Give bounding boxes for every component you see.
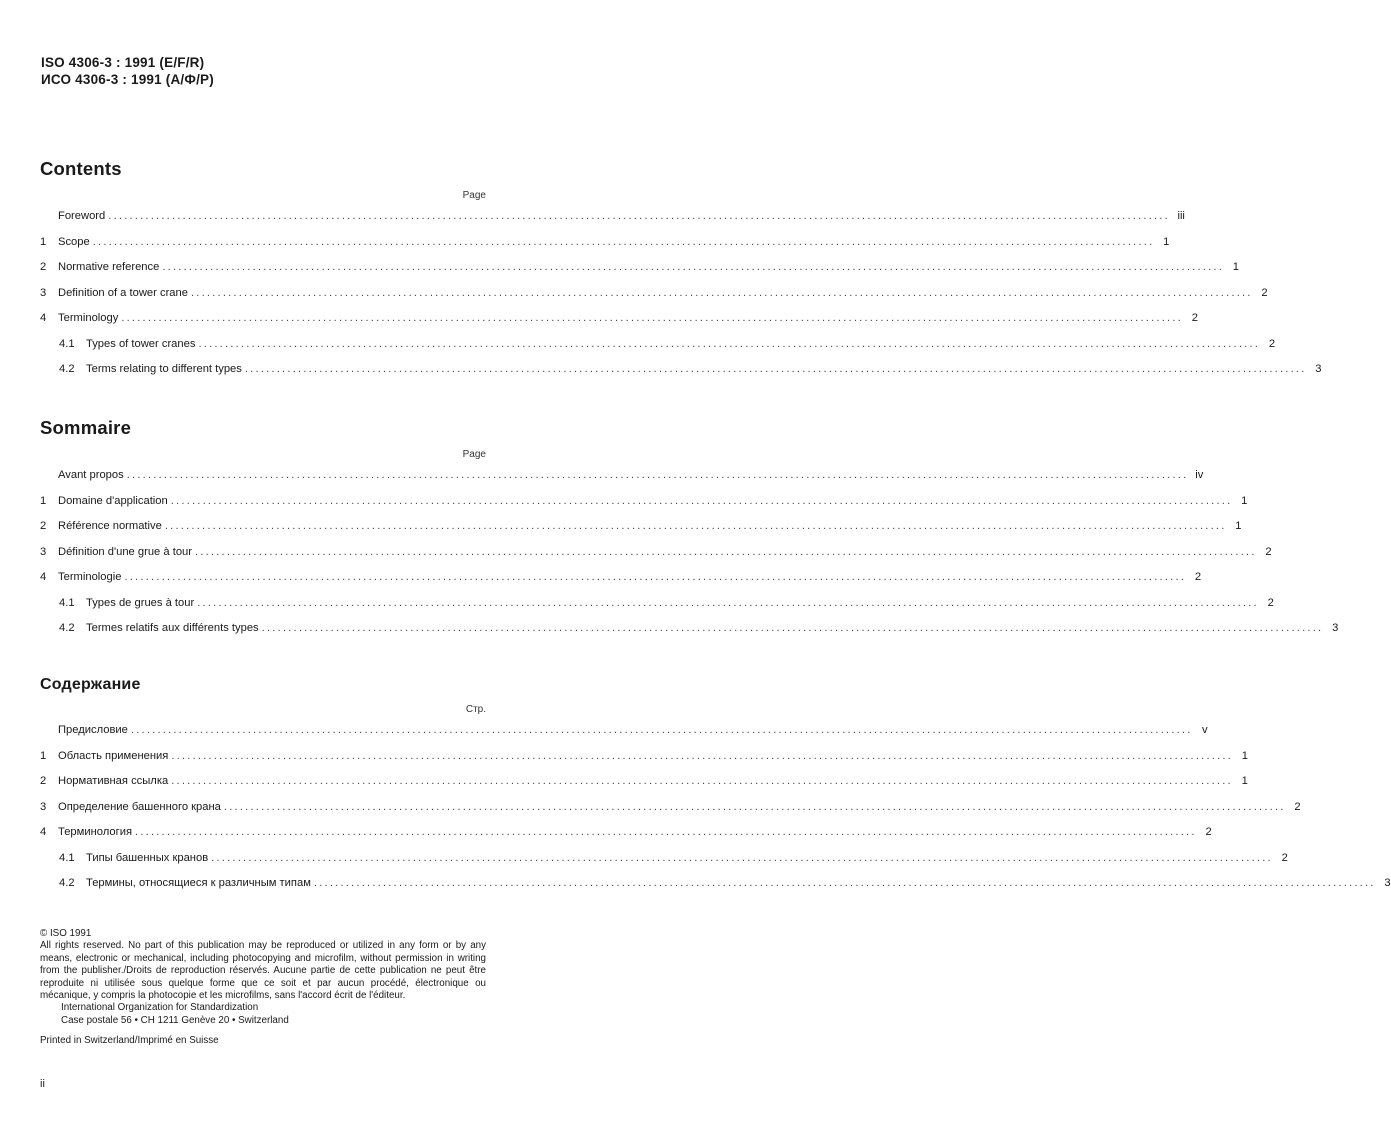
toc-entry-page: 2 — [1205, 826, 1212, 838]
toc-entry-number: 4 — [40, 826, 47, 838]
toc-entry[interactable] — [40, 230, 1170, 256]
toc-entry-title: Terms relating to different types — [86, 363, 242, 375]
toc-entry-title: Определение башенного крана — [58, 800, 221, 813]
toc-entry-number: 2 — [40, 775, 47, 787]
toc-entry[interactable] — [40, 795, 1301, 821]
toc-dot-leader: ........................................................................................................................................................................................................ — [126, 469, 1189, 481]
toc-entry-number: 4.2 — [59, 622, 75, 634]
toc-entry[interactable] — [40, 820, 1212, 846]
publisher-name: International Organization for Standardization — [61, 1002, 259, 1014]
toc-entry-number: 3 — [40, 286, 47, 299]
toc-entry[interactable] — [40, 281, 1268, 307]
toc-entry-title: Terminologie — [58, 571, 122, 583]
toc-dot-leader: ........................................................................................................................................................................................................ — [198, 337, 1261, 350]
toc-entry-page: 2 — [1281, 851, 1288, 864]
toc-entry-number: 3 — [40, 545, 47, 558]
toc-dot-leader: ........................................................................................................................................................................................................ — [197, 596, 1259, 609]
toc-entry-title: Domaine d'application — [58, 494, 168, 507]
toc-entry-page: 1 — [1235, 520, 1242, 532]
toc-dot-leader: ........................................................................................................................................................................................................ — [170, 494, 1233, 507]
toc-entry[interactable] — [40, 489, 1248, 515]
toc-entry[interactable] — [40, 616, 1339, 642]
document-header — [41, 54, 214, 88]
toc-list — [40, 718, 1391, 897]
toc-entry[interactable] — [40, 565, 1202, 591]
contents-section-en — [40, 158, 1322, 383]
printed-in: Printed in Switzerland/Imprimé en Suisse — [40, 1035, 219, 1047]
toc-entry-title: Référence normative — [58, 520, 162, 532]
section-heading: Содержание — [40, 676, 141, 693]
toc-entry-page: 2 — [1267, 596, 1274, 609]
toc-entry-page: 3 — [1384, 877, 1391, 889]
toc-entry-number: 2 — [40, 520, 47, 532]
toc-entry-title: Scope — [58, 235, 90, 248]
toc-entry-number: 1 — [40, 749, 47, 762]
toc-entry-title: Définition d'une grue à tour — [58, 545, 192, 558]
toc-entry-page: 2 — [1194, 571, 1202, 583]
standard-id-cyrillic: ИСО 4306-3 : 1991 (А/Ф/Р) — [41, 72, 214, 87]
toc-entry-title: Terminology — [58, 312, 119, 324]
toc-entry[interactable] — [40, 769, 1248, 795]
toc-entry-page: 2 — [1261, 286, 1268, 299]
toc-entry-title: Типы башенных кранов — [86, 851, 209, 864]
toc-entry-number: 4.1 — [59, 337, 75, 350]
toc-entry-number: 4 — [40, 312, 47, 324]
toc-entry-title: Types de grues à tour — [86, 596, 195, 609]
toc-entry[interactable] — [40, 514, 1242, 540]
toc-dot-leader: ........................................................................................................................................................................................................ — [190, 286, 1253, 299]
toc-entry-page: iv — [1195, 469, 1204, 481]
toc-dot-leader: ........................................................................................................................................................................................................ — [164, 520, 1227, 532]
toc-entry-page: 1 — [1241, 494, 1248, 507]
toc-entry-number: 1 — [40, 235, 47, 248]
toc-dot-leader: ........................................................................................................................................................................................................ — [171, 749, 1233, 762]
toc-entry-page: 1 — [1163, 235, 1170, 248]
toc-dot-leader: ........................................................................................................................................................................................................ — [162, 261, 1225, 273]
toc-entry[interactable] — [40, 255, 1240, 281]
toc-entry-page: 3 — [1315, 363, 1322, 375]
toc-entry-number: 4.1 — [59, 851, 75, 864]
toc-entry-number: 2 — [40, 261, 47, 273]
contents-section-ru — [40, 676, 1391, 897]
toc-entry[interactable] — [40, 357, 1322, 383]
toc-dot-leader: ........................................................................................................................................................................................................ — [121, 312, 1183, 324]
toc-entry[interactable] — [40, 744, 1248, 770]
section-heading: Sommaire — [40, 417, 132, 438]
toc-dot-leader: ........................................................................................................................................................................................................ — [211, 851, 1273, 864]
toc-entry-page: iii — [1177, 210, 1185, 222]
toc-entry-page: 2 — [1191, 312, 1198, 324]
toc-dot-leader: ........................................................................................................................................................................................................ — [171, 775, 1233, 787]
section-heading: Contents — [40, 158, 122, 179]
page-column-label: Стр. — [465, 704, 486, 715]
toc-entry-title: Предисловие — [58, 724, 128, 736]
toc-entry[interactable] — [40, 871, 1391, 897]
toc-entry-page: 2 — [1268, 337, 1276, 350]
toc-dot-leader: ........................................................................................................................................................................................................ — [244, 363, 1307, 375]
toc-entry[interactable] — [40, 540, 1272, 566]
standard-id-latin: ISO 4306-3 : 1991 (E/F/R) — [41, 55, 205, 70]
page-column-label: Page — [462, 449, 486, 460]
toc-entry-title: Normative reference — [58, 261, 160, 273]
toc-dot-leader: ........................................................................................................................................................................................................ — [130, 724, 1193, 736]
copyright-line: © ISO 1991 — [40, 928, 92, 939]
toc-entry-title: Avant propos — [58, 469, 124, 481]
toc-entry-page: v — [1201, 724, 1208, 736]
toc-entry-number: 1 — [40, 494, 47, 507]
toc-entry[interactable] — [40, 463, 1204, 489]
toc-dot-leader: ........................................................................................................................................................................................................ — [135, 826, 1197, 838]
copyright-notice: All rights reserved. No part of this publication may be reproduced or utilized in any form or by any means, electronic or mechanical, including photocopying and microfilm, without permission in writing from the publisher./Droits de reproduction réservés. Aucune partie de cette publication ne peut être reproduite ni utilisée sous quelque forme que ce soit et par aucun procédé, électronique ou mécanique, y compris la photocopie et les microfilms, sans l'accord écrit de l'éditeur. — [40, 940, 486, 1002]
page-column-label: Page — [462, 190, 486, 201]
toc-dot-leader: ........................................................................................................................................................................................................ — [261, 622, 1324, 634]
toc-entry-number: 4 — [40, 571, 47, 583]
toc-entry-title: Терминология — [58, 826, 133, 838]
toc-entry[interactable] — [40, 332, 1276, 358]
contents-section-fr — [40, 417, 1339, 642]
publisher-address: Case postale 56 • CH 1211 Genève 20 • Switzerland — [61, 1014, 289, 1026]
toc-entry-page: 1 — [1232, 261, 1240, 273]
page-number: ii — [40, 1078, 45, 1090]
toc-entry[interactable] — [40, 204, 1185, 230]
toc-entry-number: 3 — [40, 800, 47, 813]
toc-dot-leader: ........................................................................................................................................................................................................ — [313, 877, 1376, 889]
toc-dot-leader: ........................................................................................................................................................................................................ — [223, 800, 1286, 813]
toc-dot-leader: ........................................................................................................................................................................................................ — [92, 235, 1155, 248]
toc-list — [40, 463, 1339, 642]
toc-entry-page: 1 — [1241, 775, 1248, 787]
toc-entry-title: Foreword — [58, 210, 106, 222]
toc-entry-number: 4.2 — [59, 877, 75, 889]
toc-entry-title: Termes relatifs aux différents types — [86, 622, 259, 634]
toc-entry[interactable] — [40, 718, 1208, 744]
copyright-block — [40, 928, 486, 1048]
toc-entry-title: Types of tower cranes — [86, 337, 196, 350]
toc-entry[interactable] — [40, 591, 1274, 617]
toc-entry-number: 4.2 — [59, 363, 75, 375]
toc-entry-page: 2 — [1265, 545, 1272, 558]
toc-entry-title: Термины, относящиеся к различным типам — [86, 877, 311, 889]
toc-dot-leader: ........................................................................................................................................................................................................ — [108, 210, 1170, 222]
toc-entry-number: 4.1 — [59, 596, 75, 609]
toc-list — [40, 204, 1322, 383]
toc-entry-page: 3 — [1332, 622, 1339, 634]
toc-entry-page: 2 — [1294, 800, 1301, 813]
toc-dot-leader: ........................................................................................................................................................................................................ — [124, 571, 1187, 583]
toc-entry-page: 1 — [1241, 749, 1248, 762]
toc-dot-leader: ........................................................................................................................................................................................................ — [195, 545, 1257, 558]
toc-entry[interactable] — [40, 306, 1198, 332]
toc-entry-title: Нормативная ссылка — [58, 775, 169, 787]
toc-entry[interactable] — [40, 846, 1288, 872]
toc-entry-title: Область применения — [58, 749, 169, 762]
toc-entry-title: Definition of a tower crane — [58, 286, 188, 299]
